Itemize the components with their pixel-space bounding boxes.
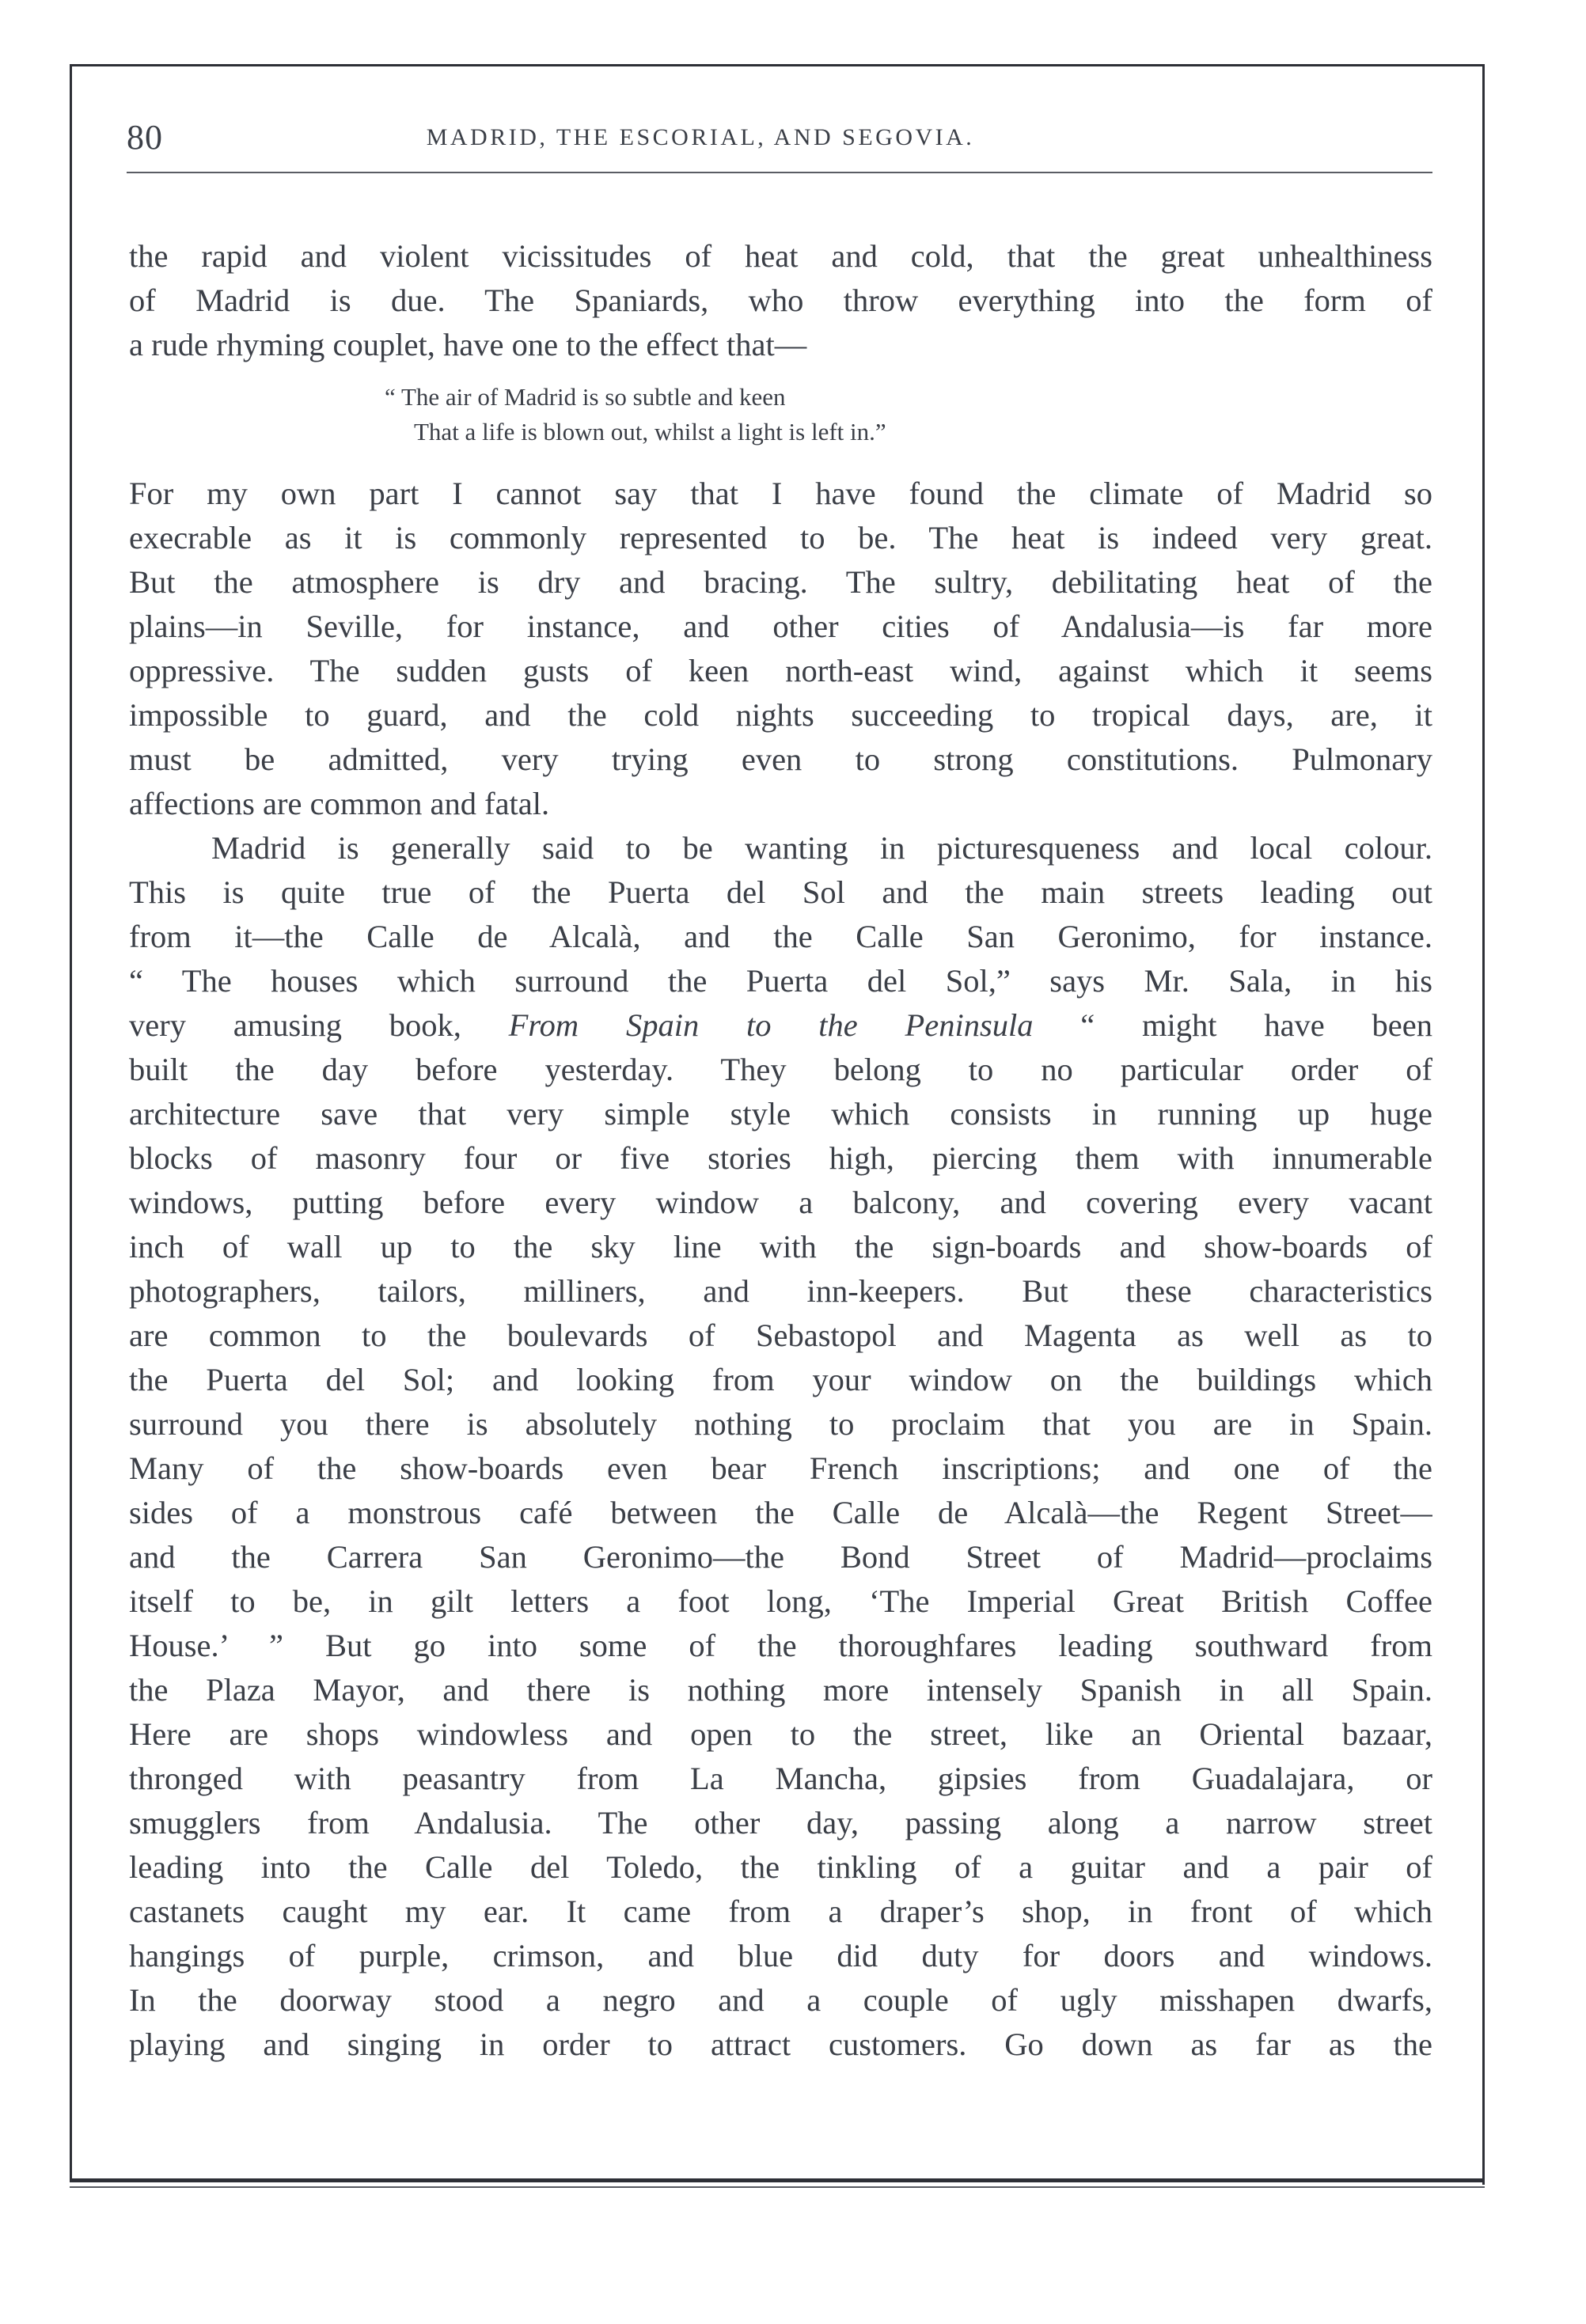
text-line: thronged with peasantry from La Mancha, gipsies from Guadalajara, or	[129, 1761, 1432, 1796]
text-line: In the doorway stood a negro and a couple of ugly misshapen dwarfs,	[129, 1982, 1432, 2018]
text-line: Madrid is generally said to be wanting in picturesqueness and local colour.	[211, 830, 1432, 866]
text-line: hangings of purple, crimson, and blue did duty for doors and windows.	[129, 1938, 1432, 1973]
page-frame-right-border	[1482, 64, 1485, 2185]
verse-line: “ The air of Madrid is so subtle and keen	[385, 383, 786, 411]
page-frame-bottom-rule	[70, 2186, 1485, 2188]
text-line: blocks of masonry four or five stories high, piercing them with innumerable	[129, 1140, 1432, 1176]
text-line: and the Carrera San Geronimo—the Bond Street of Madrid—proclaims	[129, 1539, 1432, 1575]
text-line: impossible to guard, and the cold nights succeeding to tropical days, are, it	[129, 697, 1432, 733]
text-line: from it—the Calle de Alcalà, and the Calle San Geronimo, for instance.	[129, 919, 1432, 954]
text-line: But the atmosphere is dry and bracing. The sultry, debilitating heat of the	[129, 564, 1432, 600]
text-line: execrable as it is commonly represented to be. The heat is indeed very great.	[129, 520, 1432, 555]
text-line: itself to be, in gilt letters a foot long, ‘The Imperial Great British Coffee	[129, 1583, 1432, 1619]
text-line: Here are shops windowless and open to the street, like an Oriental bazaar,	[129, 1716, 1432, 1752]
text-line: “ The houses which surround the Puerta del Sol,” says Mr. Sala, in his	[129, 963, 1432, 999]
text-line: leading into the Calle del Toledo, the tinkling of a guitar and a pair of	[129, 1849, 1432, 1885]
text-line: windows, putting before every window a balcony, and covering every vacant	[129, 1185, 1432, 1220]
text-line: the rapid and violent vicissitudes of heat and cold, that the great unhealthiness	[129, 238, 1432, 274]
text-line: a rude rhyming couplet, have one to the effect that—	[129, 327, 807, 362]
text-line: of Madrid is due. The Spaniards, who throw everything into the form of	[129, 282, 1432, 318]
running-head	[127, 117, 1432, 158]
text-fragment: very amusing book,	[129, 1007, 509, 1043]
book-title: From Spain to the Peninsula	[508, 1007, 1034, 1043]
text-line: House.’ ” But go into some of the thoroughfares leading southward from	[129, 1628, 1432, 1663]
text-line-with-book-title	[129, 1003, 1432, 1048]
text-line: castanets caught my ear. It came from a draper’s shop, in front of which	[129, 1894, 1432, 1929]
page-frame-top-border	[70, 64, 1485, 66]
text-line: inch of wall up to the sky line with the sign-boards and show-boards of	[129, 1229, 1432, 1264]
verse-couplet	[129, 380, 1432, 449]
verse-spacer-bottom	[129, 449, 1432, 472]
text-line: architecture save that very simple style which consists in running up huge	[129, 1096, 1432, 1132]
text-line: affections are common and fatal.	[129, 786, 550, 821]
header-rule	[127, 172, 1432, 173]
text-line: must be admitted, very trying even to strong constitutions. Pulmonary	[129, 741, 1432, 777]
page-frame-left-border	[70, 64, 72, 2181]
text-line: photographers, tailors, milliners, and inn-keepers. But these characteristics	[129, 1273, 1432, 1309]
text-line: sides of a monstrous café between the Calle de Alcalà—the Regent Street—	[129, 1495, 1432, 1530]
text-line: the Puerta del Sol; and looking from your window on the buildings which	[129, 1362, 1432, 1397]
text-line: the Plaza Mayor, and there is nothing more intensely Spanish in all Spain.	[129, 1672, 1432, 1708]
page-frame-bottom-border	[70, 2178, 1485, 2182]
paragraph-continuation	[129, 234, 1432, 367]
text-line: oppressive. The sudden gusts of keen north-east wind, against which it seems	[129, 653, 1432, 688]
text-line: For my own part I cannot say that I have found the climate of Madrid so	[129, 476, 1432, 511]
verse-spacer-top	[129, 367, 1432, 380]
text-fragment: “ might have been	[1033, 1007, 1432, 1043]
page-number: 80	[127, 118, 163, 157]
text-line: smugglers from Andalusia. The other day, passing along a narrow street	[129, 1805, 1432, 1841]
running-title: MADRID, THE ESCORIAL, AND SEGOVIA.	[426, 124, 975, 150]
text-line: built the day before yesterday. They belong to no particular order of	[129, 1052, 1432, 1087]
body-text	[129, 234, 1432, 2067]
text-line: are common to the boulevards of Sebastopol and Magenta as well as to	[129, 1317, 1432, 1353]
text-line: plains—in Seville, for instance, and other cities of Andalusia—is far more	[129, 608, 1432, 644]
text-line: Many of the show-boards even bear French inscriptions; and one of the	[129, 1450, 1432, 1486]
verse-line: That a life is blown out, whilst a light is left in.”	[414, 418, 886, 445]
paragraph-picturesqueness	[129, 826, 1432, 2067]
text-line: playing and singing in order to attract customers. Go down as far as the	[129, 2026, 1432, 2062]
text-line: This is quite true of the Puerta del Sol and the main streets leading out	[129, 874, 1432, 910]
paragraph-climate	[129, 472, 1432, 826]
text-line: surround you there is absolutely nothing to proclaim that you are in Spain.	[129, 1406, 1432, 1442]
